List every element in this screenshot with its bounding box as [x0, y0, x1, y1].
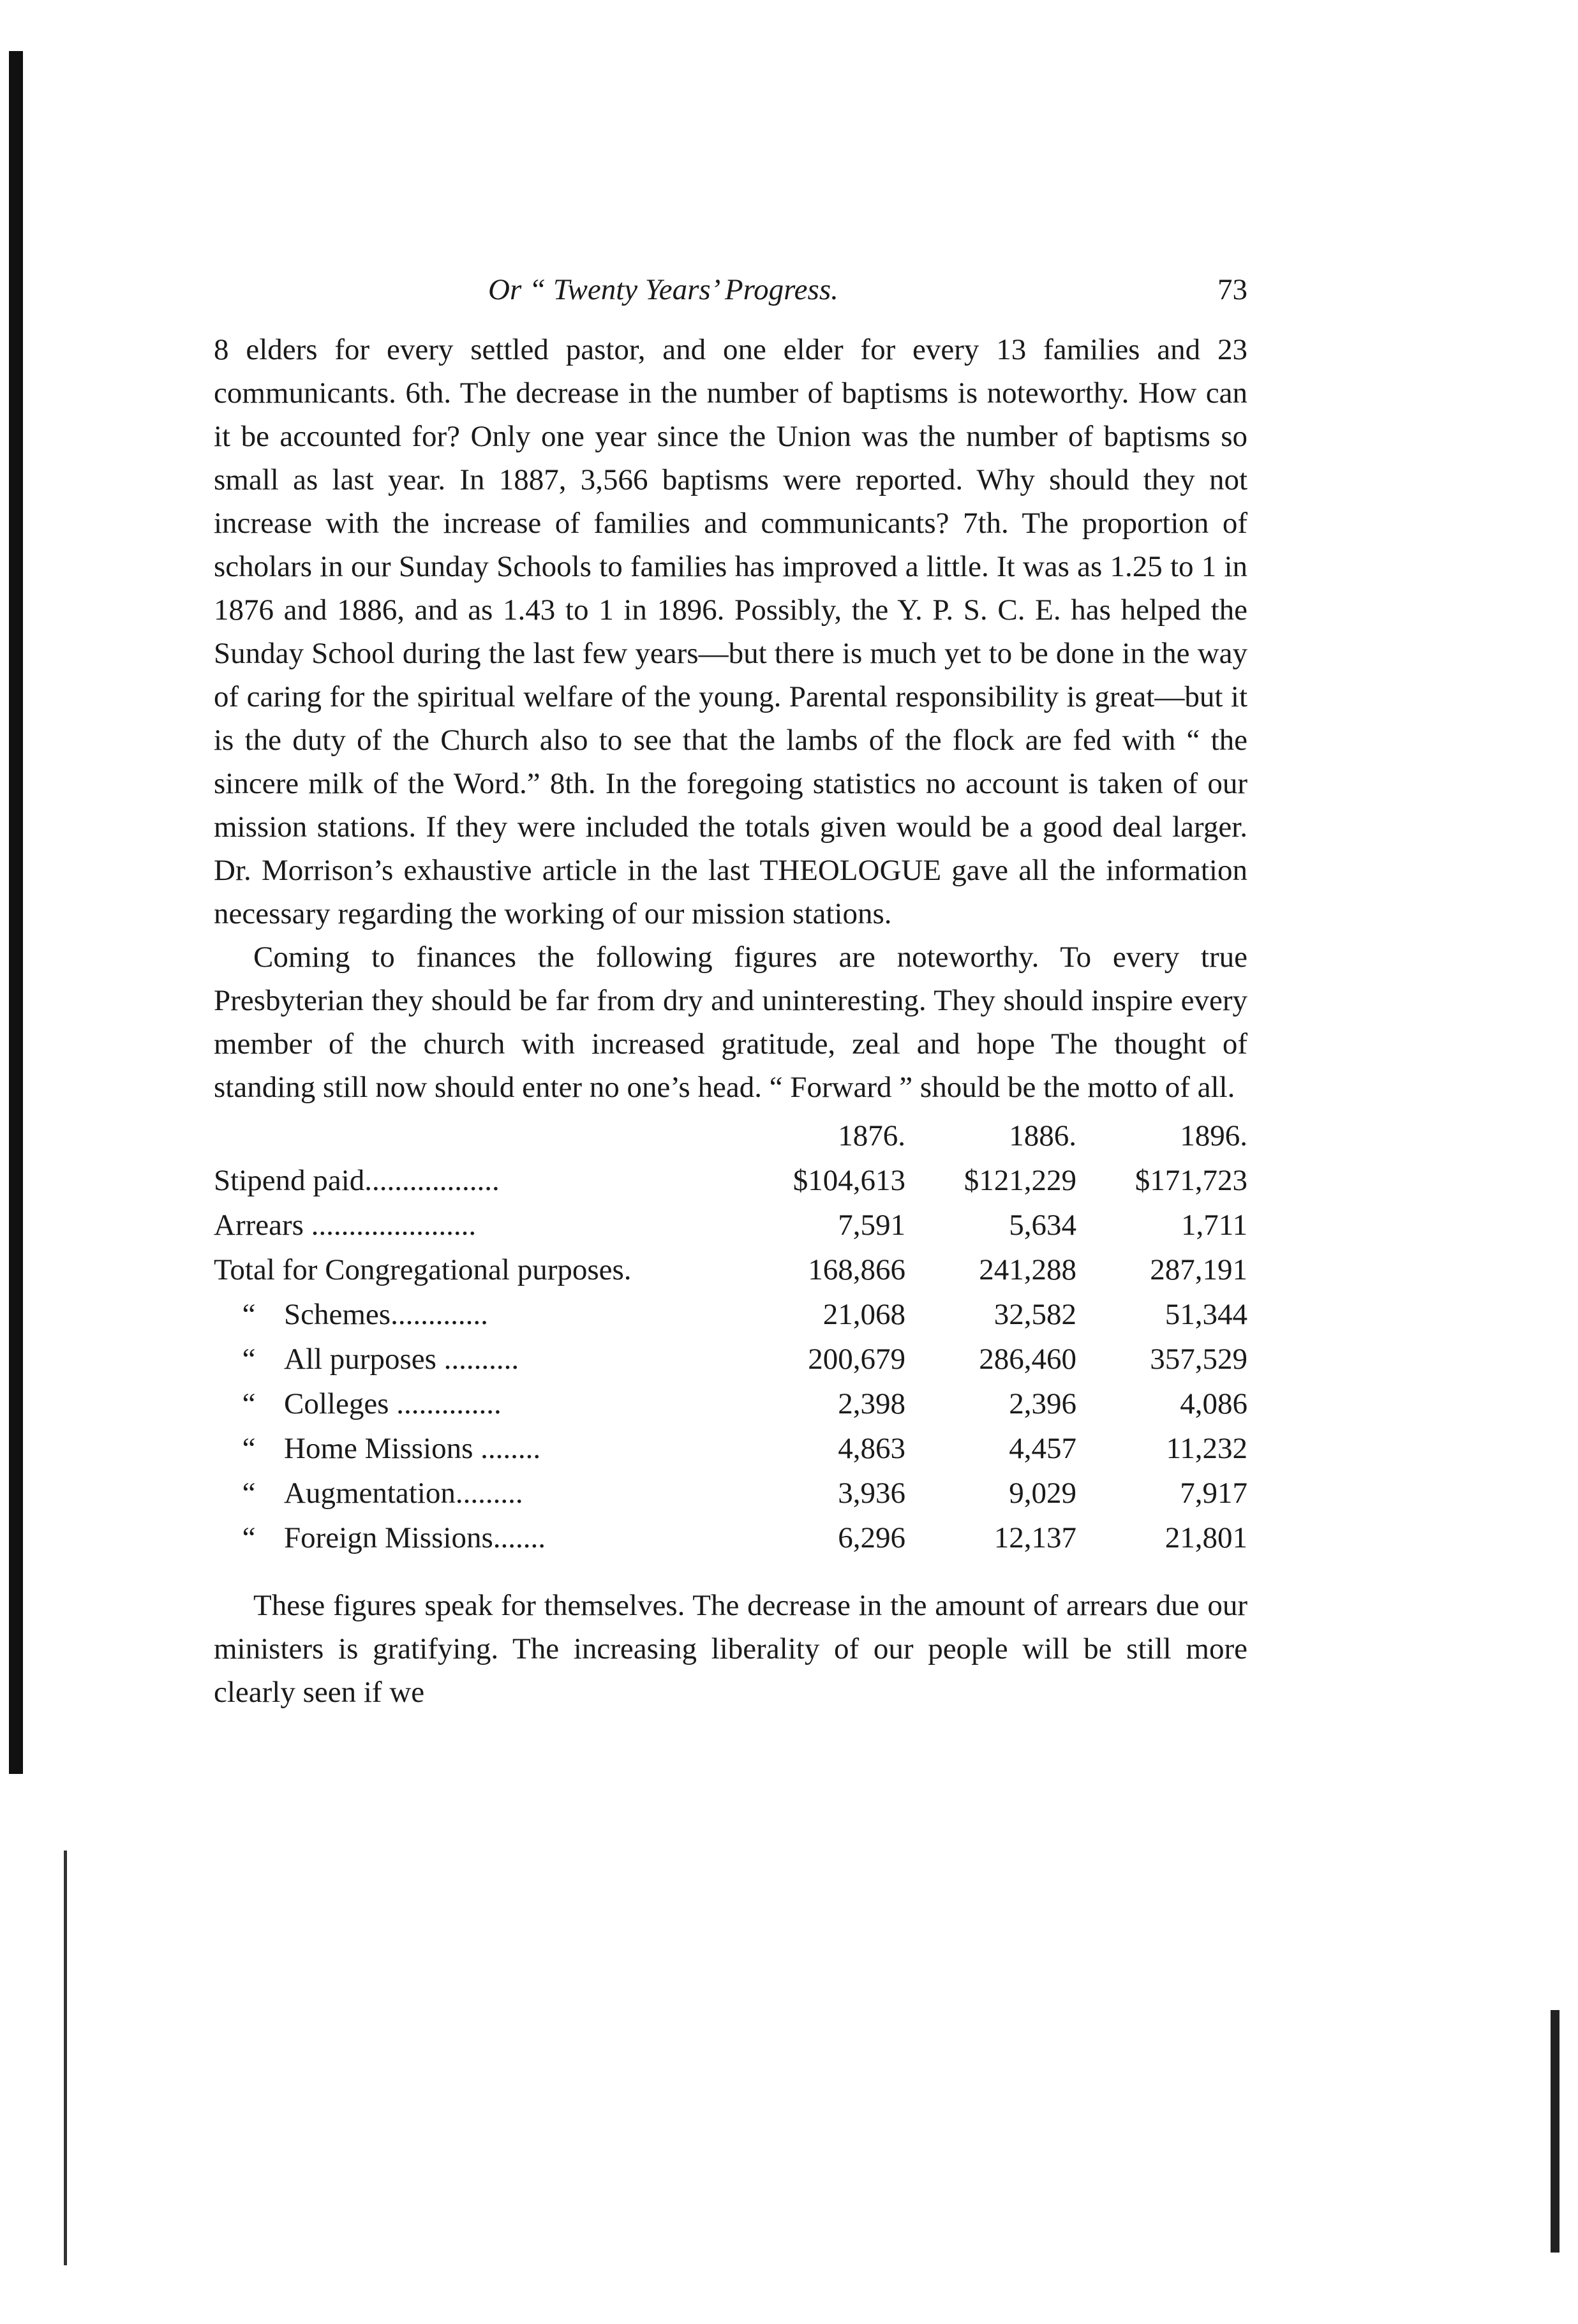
- table-cell: 21,801: [1165, 1521, 1247, 1554]
- table-row: [214, 1382, 1247, 1427]
- ditto-mark: “: [242, 1432, 256, 1465]
- table-row: [214, 1471, 1247, 1516]
- ditto-mark: “: [242, 1298, 256, 1331]
- table-cell: 2,398: [838, 1387, 905, 1420]
- row-label-text: Schemes.............: [284, 1298, 488, 1331]
- column-header: 1876.: [838, 1119, 905, 1152]
- table-cell: 4,086: [1180, 1387, 1247, 1420]
- body-paragraph: Coming to finances the following figures are noteworthy. To every true Presbyterian they should be far from dry and uninteresting. They should inspire every member of the church with increased gratitude, zeal and hope The thought of standing still now should enter no one’s head. “ Forward ” should be the motto of all.: [214, 941, 1247, 1104]
- table-cell: $121,229: [964, 1164, 1076, 1197]
- column-header: 1886.: [1009, 1119, 1076, 1152]
- table-cell: 32,582: [994, 1298, 1076, 1331]
- table-header-row: [214, 1114, 1247, 1159]
- row-label: [214, 1159, 734, 1202]
- row-label: [214, 1427, 734, 1470]
- row-label: [214, 1293, 734, 1336]
- table-cell: 3,936: [838, 1477, 905, 1510]
- table-cell: 357,529: [1150, 1343, 1247, 1376]
- running-head: Or “ Twenty Years’ Progress.: [488, 273, 838, 306]
- table-cell: $171,723: [1135, 1164, 1247, 1197]
- ditto-mark: “: [242, 1521, 256, 1554]
- row-label-text: All purposes ..........: [284, 1343, 519, 1376]
- row-label-text: Colleges ..............: [284, 1387, 502, 1420]
- table-cell: 21,068: [822, 1298, 905, 1331]
- table-cell: 286,460: [979, 1343, 1076, 1376]
- ditto-mark: “: [242, 1387, 256, 1420]
- row-label: [214, 1248, 734, 1292]
- table-row: [214, 1159, 1247, 1203]
- table-cell: 7,591: [838, 1209, 905, 1242]
- table-row: [214, 1293, 1247, 1337]
- table-cell: $104,613: [793, 1164, 905, 1197]
- table-cell: 287,191: [1150, 1253, 1247, 1286]
- row-label: [214, 1337, 734, 1381]
- page-header: [214, 268, 1247, 311]
- table-body: [214, 1159, 1247, 1561]
- ditto-mark: “: [242, 1343, 256, 1376]
- table-cell: 1,711: [1180, 1209, 1247, 1242]
- table-cell: 6,296: [838, 1521, 905, 1554]
- page-edge-shadow: [1551, 2010, 1559, 2253]
- table-cell: 9,029: [1009, 1477, 1076, 1510]
- body-paragraph: These figures speak for themselves. The decrease in the amount of arrears due our ministers is gratifying. The increasing liberality of our people will be still more clearly seen if we: [214, 1589, 1247, 1709]
- page-number: 73: [1217, 273, 1247, 306]
- table-cell: 7,917: [1180, 1477, 1247, 1510]
- row-label-text: Home Missions ........: [284, 1432, 541, 1465]
- table-cell: 12,137: [994, 1521, 1076, 1554]
- table-row: [214, 1337, 1247, 1382]
- binding-edge-shadow: [9, 51, 23, 1774]
- row-label-text: Stipend paid..................: [214, 1164, 500, 1197]
- row-label: [214, 1516, 734, 1560]
- table-row: [214, 1427, 1247, 1471]
- row-label-text: Arrears ......................: [214, 1209, 477, 1242]
- row-label: [214, 1203, 734, 1247]
- table-cell: 5,634: [1009, 1209, 1076, 1242]
- table-cell: 241,288: [979, 1253, 1076, 1286]
- row-label-text: Foreign Missions.......: [284, 1521, 546, 1554]
- table-cell: 2,396: [1009, 1387, 1076, 1420]
- finance-table: [214, 1114, 1247, 1561]
- column-header: 1896.: [1180, 1119, 1247, 1152]
- table-cell: 11,232: [1166, 1432, 1247, 1465]
- table-cell: 200,679: [808, 1343, 905, 1376]
- book-page: [214, 268, 1247, 1714]
- table-row: [214, 1248, 1247, 1293]
- table-cell: 51,344: [1165, 1298, 1247, 1331]
- table-row: [214, 1516, 1247, 1561]
- row-label: [214, 1471, 734, 1515]
- row-label: [214, 1382, 734, 1426]
- body-paragraph: 8 elders for every settled pastor, and one elder for every 13 families and 23 communicants. 6th. The decrease in the number of baptisms is noteworthy. How can it be accounted for? Only one year since the Union was the number of baptisms so small as last year. In 1887, 3,566 baptisms were reported. Why should they not increase with the increase of families and communicants? 7th. The proportion of scholars in our Sunday Schools to families has improved a little. It was as 1.25 to 1 in 1876 and 1886, and as 1.43 to 1 in 1896. Possibly, the Y. P. S. C. E. has helped the Sunday School during the last few years—but there is much yet to be done in the way of caring for the spiritual welfare of the young. Parental responsibility is great—but it is the duty of the Church also to see that the lambs of the flock are fed with “ the sincere milk of the Word.” 8th. In the foregoing statistics no account is taken of our mission stations. If they were included the totals given would be a good deal larger. Dr. Morrison’s exhaustive article in the last THEOLOGUE gave all the information necessary regarding the working of our mission stations.: [214, 333, 1247, 930]
- table-cell: 168,866: [808, 1253, 905, 1286]
- table-cell: 4,863: [838, 1432, 905, 1465]
- ditto-mark: “: [242, 1477, 256, 1510]
- table-cell: 4,457: [1009, 1432, 1076, 1465]
- binding-edge-line: [64, 1851, 67, 2265]
- row-label-text: Total for Congregational purposes.: [214, 1253, 632, 1286]
- table-row: [214, 1203, 1247, 1248]
- row-label-text: Augmentation.........: [284, 1477, 523, 1510]
